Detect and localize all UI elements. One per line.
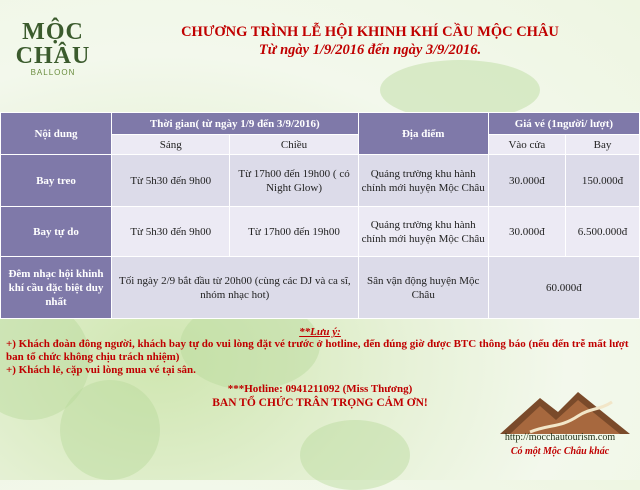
col-content: Nội dung (1, 113, 112, 155)
row-morning: Từ 5h30 đến 9h00 (112, 207, 230, 257)
row-entry: 30.000đ (488, 207, 565, 257)
col-afternoon: Chiều (230, 135, 358, 155)
hotline: ***Hotline: 0941211092 (Miss Thương) (227, 383, 413, 395)
col-fly: Bay (565, 135, 639, 155)
col-entry: Vào cửa (488, 135, 565, 155)
website-link[interactable]: http://mocchautourism.com (504, 432, 616, 443)
logo-line1: MỘC (22, 19, 84, 45)
mountain-icon (500, 388, 630, 436)
schedule-table (0, 112, 640, 319)
table-row (1, 207, 640, 257)
row-afternoon: Từ 17h00 đến 19h00 ( có Night Glow) (230, 155, 358, 207)
row-fly: 6.500.000đ (565, 207, 639, 257)
table-row (1, 257, 640, 319)
notes-line2: +) Khách lẻ, cặp vui lòng mua vé tại sân. (6, 364, 196, 376)
col-time: Thời gian( từ ngày 1/9 đến 3/9/2016) (112, 113, 359, 135)
row-place: Quảng trường khu hành chính mới huyện Mộc Châu (358, 155, 488, 207)
col-place: Địa điểm (358, 113, 488, 155)
row-morning: Từ 5h30 đến 9h00 (112, 155, 230, 207)
notes-heading: **Lưu ý: (299, 326, 341, 338)
slogan: Có một Mộc Châu khác (510, 446, 610, 457)
clover-decoration (380, 60, 540, 120)
row-name: Bay treo (1, 155, 112, 207)
col-morning: Sáng (112, 135, 230, 155)
row-fly: 150.000đ (565, 155, 639, 207)
row-time: Tối ngày 2/9 bắt đầu từ 20h00 (cùng các DJ và ca sĩ, nhóm nhạc hot) (112, 257, 359, 319)
clover-decoration (60, 380, 160, 480)
row-afternoon: Từ 17h00 đến 19h00 (230, 207, 358, 257)
row-price: 60.000đ (488, 257, 639, 319)
notes (0, 326, 640, 377)
col-price: Giá vé (1người/ lượt) (488, 113, 639, 135)
row-name: Đêm nhạc hội khinh khí cầu đặc biệt duy nhất (1, 257, 112, 319)
page-subtitle: Từ ngày 1/9/2016 đến ngày 3/9/2016. (258, 42, 482, 58)
row-place: Quảng trường khu hành chính mới huyện Mộc Châu (358, 207, 488, 257)
page-title: CHƯƠNG TRÌNH LỄ HỘI KHINH KHÍ CẦU MỘC CHÂU (181, 24, 559, 40)
thanks-text: BAN TỔ CHỨC TRÂN TRỌNG CẢM ƠN! (212, 397, 428, 409)
logo-sub: BALLOON (30, 68, 76, 77)
logo-line2: CHÂU (15, 43, 91, 69)
row-entry: 30.000đ (488, 155, 565, 207)
table-row (1, 155, 640, 207)
notes-line1: +) Khách đoàn đông người, khách bay tự do vui lòng đặt vé trước ở hotline, đến đúng giờ được BTC thông báo (nếu đến trễ mất lượt ban tổ chức không chịu trách nhiệm) (6, 338, 629, 363)
logo (8, 20, 98, 77)
row-name: Bay tự do (1, 207, 112, 257)
row-place: Sân vận động huyện Mộc Châu (358, 257, 488, 319)
